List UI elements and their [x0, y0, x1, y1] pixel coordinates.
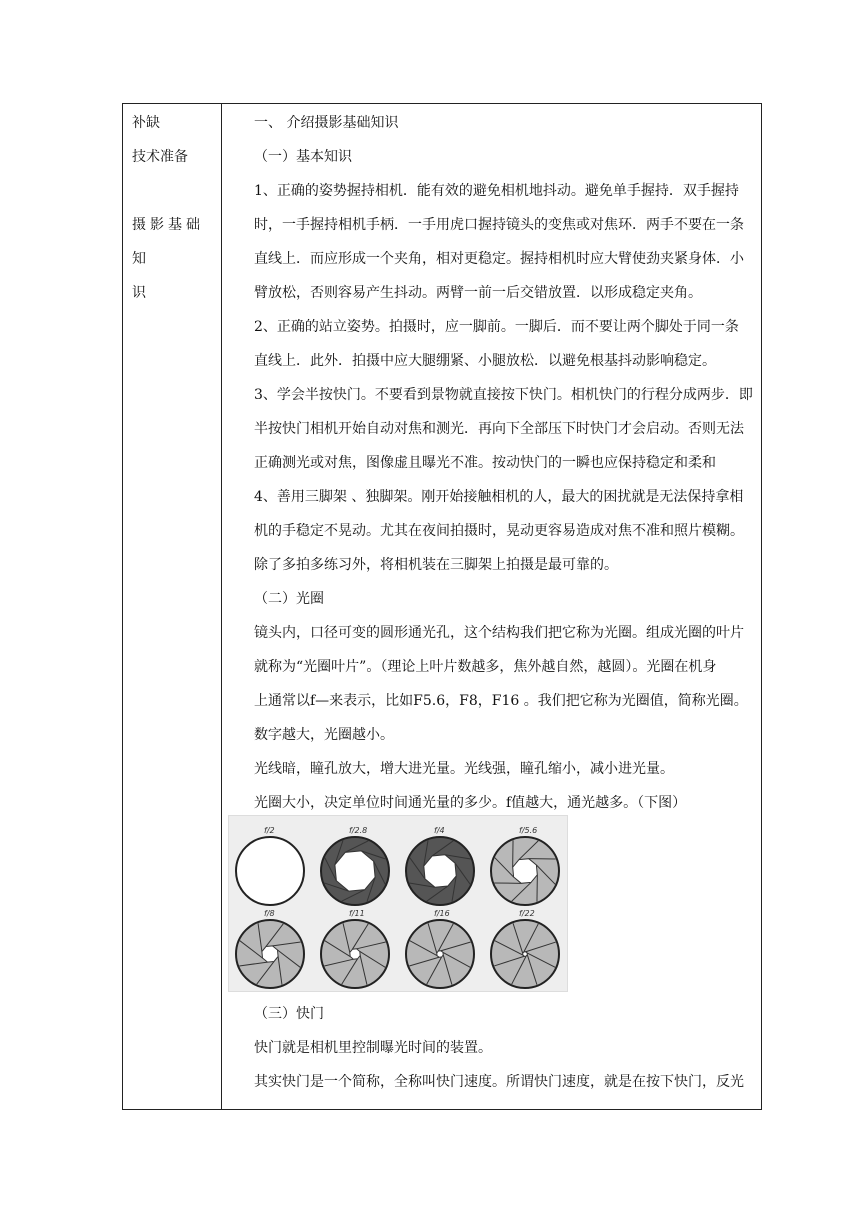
text-line: 光圈大小，决定单位时间通光量的多少。f值越大，通光越多。（下图） — [254, 795, 687, 811]
aperture-icon — [236, 826, 304, 905]
left-line: 摄影基础知 — [132, 217, 204, 267]
text-line: 臂放松，否则容易产生抖动。两臂一前一后交错放置．以形成稳定夹角。 — [254, 285, 702, 301]
aperture-diagram — [229, 816, 567, 991]
aperture-label: f/11 — [349, 909, 365, 918]
text-line: 数字越大，光圈越小。 — [254, 727, 394, 743]
aperture-label: f/5.6 — [519, 826, 538, 835]
aperture-label: f/16 — [434, 909, 450, 918]
text-line: 正确测光或对焦，图像虚且曝光不准。按动快门的一瞬也应保持稳定和柔和 — [254, 455, 716, 471]
aperture-icon — [406, 909, 474, 988]
main-content-continued — [254, 997, 759, 1099]
aperture-icon — [321, 909, 389, 988]
text-line: 就称为“光圈叶片”。（理论上叶片数越多，焦外越自然，越圆）。光圈在机身 — [254, 659, 717, 675]
text-line: （二）光圈 — [254, 591, 324, 607]
left-column — [132, 106, 216, 310]
aperture-label: f/8 — [264, 909, 275, 918]
left-line: 补缺 — [132, 115, 160, 131]
aperture-label: f/22 — [519, 909, 535, 918]
text-line: 上通常以f—来表示，比如F5.6，F8，F16 。我们把它称为光圈值，简称光圈。 — [254, 693, 748, 709]
text-line: 镜头内，口径可变的圆形通光孔，这个结构我们把它称为光圈。组成光圈的叶片 — [254, 625, 744, 641]
text-line: 其实快门是一个简称，全称叫快门速度。所谓快门速度，就是在按下快门，反光 — [254, 1074, 744, 1090]
aperture-icon — [406, 826, 474, 905]
text-line: 4、善用三脚架 、独脚架。刚开始接触相机的人，最大的困扰就是无法保持拿相 — [254, 489, 744, 505]
aperture-label: f/2 — [264, 826, 275, 835]
text-line: 2、正确的站立姿势。拍摄时，应一脚前。一脚后．而不要让两个脚处于同一条 — [254, 319, 739, 335]
text-line: （一）基本知识 — [254, 149, 352, 165]
main-content — [254, 106, 759, 820]
text-line: 1、正确的姿势握持相机．能有效的避免相机地抖动。避免单手握持．双手握持 — [254, 183, 739, 199]
text-line: 除了多拍多练习外，将相机装在三脚架上拍摄是最可靠的。 — [254, 557, 618, 573]
text-line: 3、学会半按快门。不要看到景物就直接按下快门。相机快门的行程分成两步．即 — [254, 387, 753, 403]
text-line: 光线暗，瞳孔放大，增大进光量。光线强，瞳孔缩小，减小进光量。 — [254, 761, 674, 777]
text-line: 直线上．而应形成一个夹角，相对更稳定。握持相机时应大臂使劲夹紧身体．小 — [254, 251, 744, 267]
aperture-icon — [321, 826, 389, 905]
aperture-icon — [491, 826, 559, 905]
text-line: 时，一手握持相机手柄．一手用虎口握持镜头的变焦或对焦环．两手不要在一条 — [254, 217, 744, 233]
text-line: 一、 介绍摄影基础知识 — [254, 115, 399, 131]
column-divider — [221, 103, 222, 1110]
text-line: 机的手稳定不晃动。尤其在夜间拍摄时，晃动更容易造成对焦不准和照片模糊。 — [254, 523, 744, 539]
text-line: 半按快门相机开始自动对焦和测光．再向下全部压下时快门才会启动。否则无法 — [254, 421, 744, 437]
text-line: 快门就是相机里控制曝光时间的装置。 — [254, 1040, 492, 1056]
aperture-label: f/4 — [434, 826, 445, 835]
left-line: 技术准备 — [132, 149, 188, 165]
text-line: （三）快门 — [254, 1006, 324, 1022]
left-line: 识 — [132, 285, 146, 301]
text-line: 直线上．此外．拍摄中应大腿绷紧、小腿放松．以避免根基抖动影响稳定。 — [254, 353, 716, 369]
aperture-figure — [228, 815, 568, 992]
aperture-icon — [236, 909, 304, 988]
aperture-label: f/2.8 — [349, 826, 368, 835]
left-line — [132, 174, 216, 208]
aperture-icon — [491, 909, 559, 988]
